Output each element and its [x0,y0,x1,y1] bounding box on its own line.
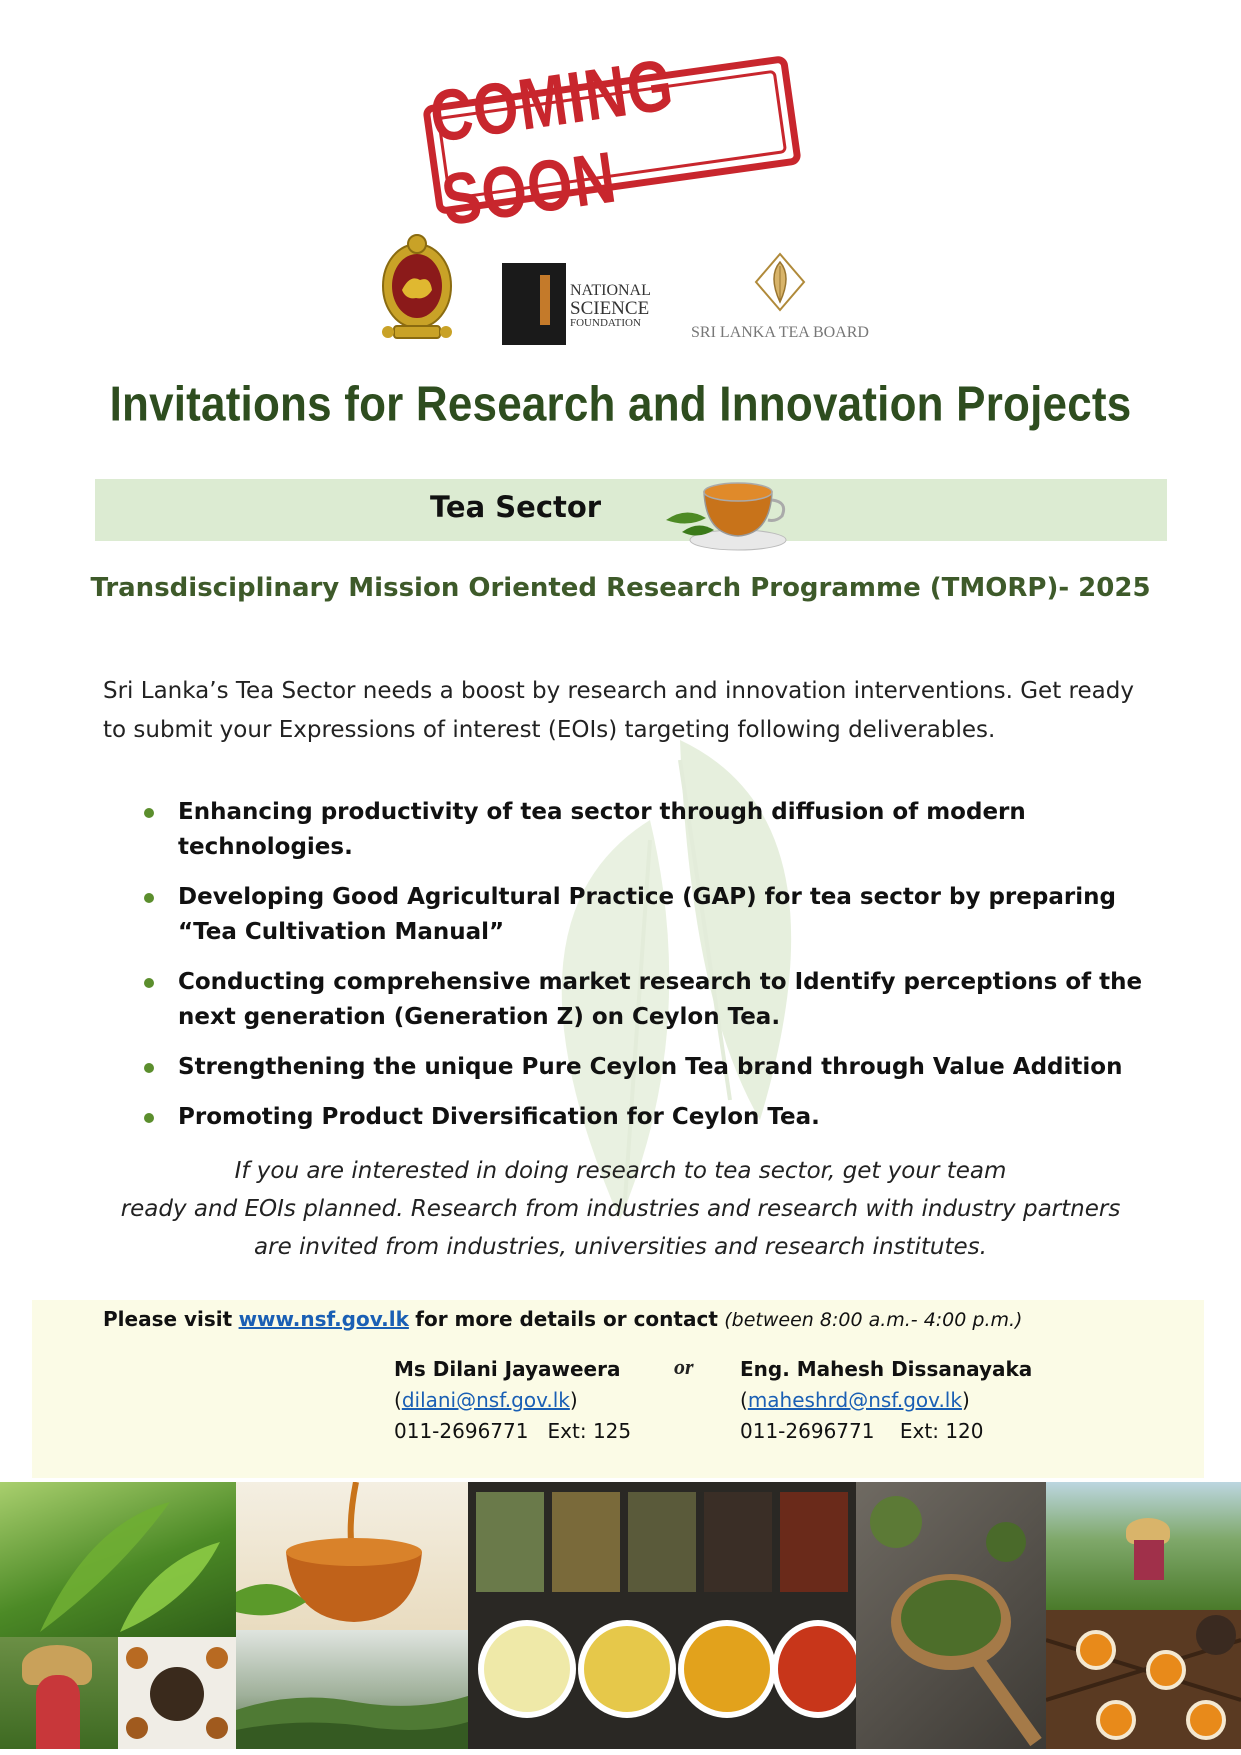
contact-name: Eng. Mahesh Dissanayaka [740,1357,1033,1381]
tea-leaf-diamond-icon [754,252,806,314]
closing-paragraph [100,1152,1141,1266]
visit-line [103,1307,1163,1331]
programme-title: Transdisciplinary Mission Oriented Research Programme (TMORP)- 2025 [90,573,1151,603]
list-item: Strengthening the unique Pure Ceylon Tea brand through Value Addition [140,1050,1150,1085]
tea-cup-icon [660,462,800,552]
contact-name: Ms Dilani Jayaweera [394,1357,621,1381]
website-link[interactable]: www.nsf.gov.lk [238,1307,409,1331]
photo-tea-set [1046,1610,1241,1749]
photo-green-tea-spoon [856,1482,1046,1749]
photo-tea-plucker [1046,1482,1241,1610]
page-title: Invitations for Research and Innovation Projects [109,377,1132,432]
closing-line-2: ready and EOIs planned. Research from industries and research with industry partners [120,1196,1121,1222]
contact-phone: 011-2696771 [394,1419,529,1443]
closing-line-1: If you are interested in doing research to tea sector, get your team [234,1158,1007,1184]
contact-email-link[interactable]: dilani@nsf.gov.lk [401,1388,570,1412]
photo-tea-leaves [0,1482,236,1637]
nsf-logo [502,263,662,345]
coming-soon-stamp [422,43,802,242]
photo-tea-grades [468,1482,856,1749]
list-item: Enhancing productivity of tea sector through diffusion of modern technologies. [140,795,1150,865]
photo-tea-pouring [236,1482,468,1630]
tea-board-logo [680,252,880,350]
nsf-logo-mark [502,263,566,345]
contact-phone: 011-2696771 [740,1419,875,1443]
nsf-logo-line3: FOUNDATION [570,317,641,329]
contact-ext: Ext: 125 [547,1419,632,1443]
sri-lanka-emblem-logo [376,230,458,346]
contact-email-link[interactable]: maheshrd@nsf.gov.lk [747,1388,962,1412]
closing-line-3: are invited from industries, universities and research institutes. [254,1234,987,1260]
list-item: Promoting Product Diversification for Ceylon Tea. [140,1100,1150,1135]
photo-tea-pickers [0,1637,236,1749]
nsf-logo-line2: SCIENCE [570,298,650,319]
contact-ext: Ext: 120 [899,1419,984,1443]
stamp-text: COMING SOON [425,43,679,242]
sector-title: Tea Sector [430,490,602,524]
visit-prefix: Please visit [103,1307,233,1331]
list-item: Conducting comprehensive market research to Identify perceptions of the next generation (Generation Z) on Ceylon Tea. [140,965,1150,1035]
photo-tea-estate-mist [236,1630,468,1749]
contact-person-1: Ms Dilani Jayaweera (dilani@nsf.gov.lk) 011-2696771 Ext: 125 [394,1354,654,1447]
list-item: Developing Good Agricultural Practice (GAP) for tea sector by preparing “Tea Cultivation Manual” [140,880,1150,950]
or-separator: or [674,1354,694,1379]
visit-suffix: for more details or contact [415,1307,718,1331]
intro-paragraph: Sri Lanka’s Tea Sector needs a boost by research and innovation interventions. Get ready to submit your Expressions of interest (EOIs) targeting following deliverables. [103,678,1134,743]
tea-board-name: SRI LANKA TEA BOARD [691,324,869,341]
contact-person-2: Eng. Mahesh Dissanayaka (maheshrd@nsf.gov.lk) 011-2696771 Ext: 120 [740,1354,1040,1447]
nsf-logo-line1: NATIONAL [570,282,651,299]
office-hours: (between 8:00 a.m.- 4:00 p.m.) [724,1309,1023,1331]
deliverables-list [140,795,1150,1150]
